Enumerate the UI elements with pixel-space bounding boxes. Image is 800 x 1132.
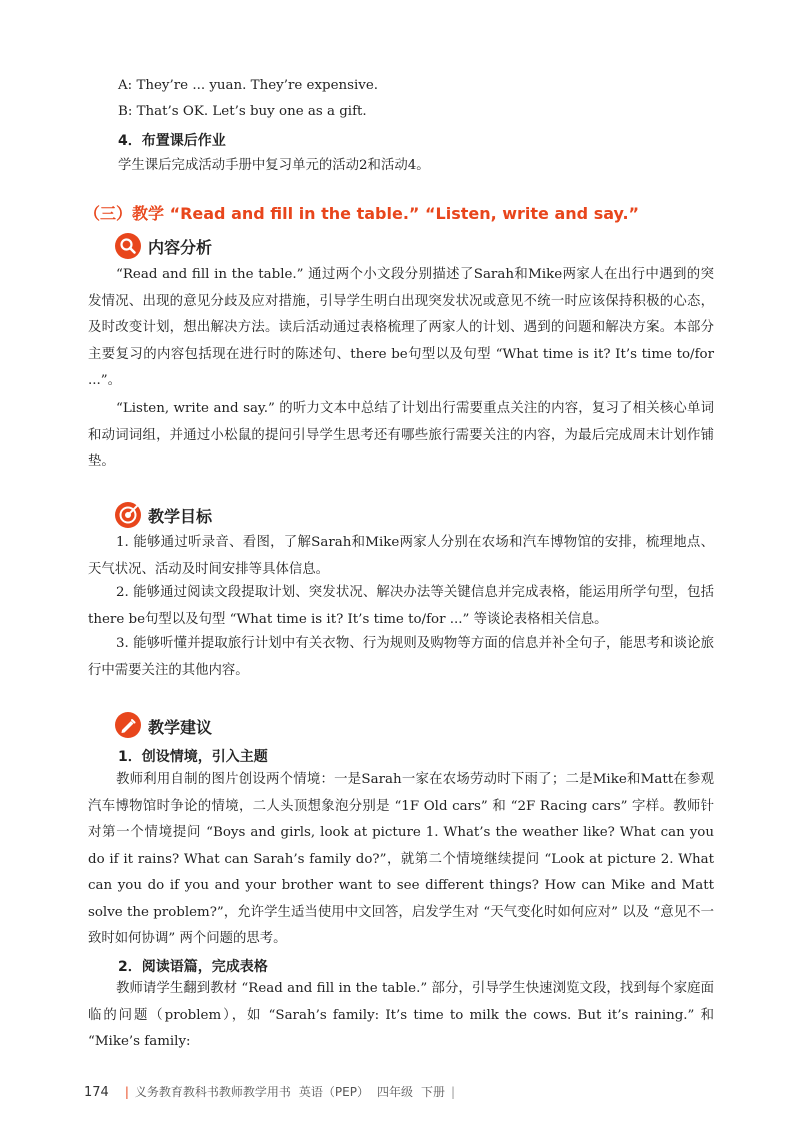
content-analysis-paragraph-1: “Read and fill in the table.” 通过两个小文段分别描述了Sarah和Mike两家人在出行中遇到的突发情况、出现的意见分歧及应对措施，引导学生明白出现突发状况或意见不统一时应该保持积极的心态，及时改变计划，想出解决方法。读后活动通过表格梳理了两家人的计划、遇到的问题和解决方案。本部分主要复习的内容包括现在进行时的陈述句、there be句型以及句型 “What time is it? It’s time to/for ...”。 (88, 267, 714, 388)
magnifier-icon (114, 232, 142, 260)
suggestion-heading-1: 1．创设情境，引入主题 (118, 749, 268, 765)
section-title: （三）教学 “Read and fill in the table.” “Listen, write and say.” (84, 204, 640, 223)
suggestion-heading-2: 2．阅读语篇，完成表格 (118, 959, 268, 975)
goal-2: 2. 能够通过阅读文段提取计划、突发状况、解决办法等关键信息并完成表格，能运用所学句型，包括there be句型以及句型 “What time is it? It’s time to/for ...” 等谈论表格相关信息。 (88, 585, 714, 627)
page-footer: 174 | 义务教育教科书教师教学用书 英语（PEP） 四年级 下册 | (84, 1085, 456, 1100)
footer-grade: 四年级 (376, 1085, 413, 1099)
footer-book-title: 义务教育教科书教师教学用书 (134, 1085, 291, 1099)
teaching-suggestions-title: 教学建议 (148, 718, 213, 737)
homework-text: 学生课后完成活动手册中复习单元的活动2和活动4。 (118, 158, 430, 173)
dialogue-line-a: A: They’re ... yuan. They’re expensive. (118, 78, 379, 93)
heading-homework: 4．布置课后作业 (118, 133, 226, 149)
goal-1: 1. 能够通过听录音、看图，了解Sarah和Mike两家人分别在农场和汽车博物馆的安排，梳理地点、天气状况、活动及时间安排等具体信息。 (88, 535, 714, 577)
goal-3: 3. 能够听懂并提取旅行计划中有关衣物、行为规则及购物等方面的信息并补全句子，能思考和谈论旅行中需要关注的其他内容。 (88, 636, 714, 678)
page-number: 174 (84, 1085, 109, 1100)
suggestion-paragraph-2: 教师请学生翻到教材 “Read and fill in the table.” 部分，引导学生快速浏览文段，找到每个家庭面临的问题（problem），如 “Sarah’s family: It’s time to milk the cows. But it’s raining.” 和 “Mike’s family: (88, 981, 714, 1049)
content-analysis-paragraph-2: “Listen, write and say.” 的听力文本中总结了计划出行需要重点关注的内容，复习了相关核心单词和动词词组，并通过小松鼠的提问引导学生思考还有哪些旅行需要关注的内容，为最后完成周末计划作铺垫。 (88, 401, 714, 469)
target-icon (114, 501, 142, 529)
pen-icon (114, 711, 142, 739)
content-analysis-title: 内容分析 (148, 238, 213, 257)
teaching-goals-title: 教学目标 (148, 507, 213, 526)
suggestion-paragraph-1: 教师利用自制的图片创设两个情境：一是Sarah一家在农场劳动时下雨了；二是Mike和Matt在参观汽车博物馆时争论的情境，二人头顶想象泡分别是 “1F Old cars” 和 “2F Racing cars” 字样。教师针对第一个情境提问 “Boys and girls, look at picture 1. What’s the weather like? What can you do if it rains? What can Sarah’s family do?”，就第二个情境继续提问 “Look at picture 2. What can you do if you and your brother want to see different things? How can Mike and Matt solve the problem?”，允许学生适当使用中文回答，启发学生对 “天气变化时如何应对” 以及 “意见不一致时如何协调” 两个问题的思考。 (88, 772, 714, 946)
dialogue-line-b: B: That’s OK. Let’s buy one as a gift. (118, 104, 367, 119)
footer-volume: 下册 (420, 1085, 445, 1099)
footer-subject: 英语（PEP） (298, 1085, 369, 1099)
